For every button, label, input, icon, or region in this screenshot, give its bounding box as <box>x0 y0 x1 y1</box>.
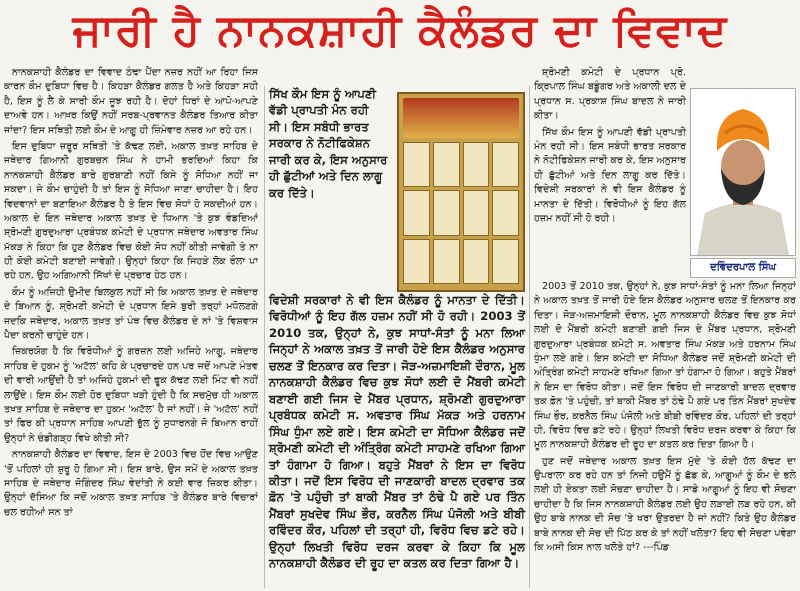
calendar-grid-graphic <box>403 142 519 284</box>
headline: ਜਾਰੀ ਹੈ ਨਾਨਕਸ਼ਾਹੀ ਕੈਲੰਡਰ ਦਾ ਵਿਵਾਦ <box>72 4 728 56</box>
calendar-header-graphic <box>403 98 519 138</box>
calendar-image <box>397 92 525 292</box>
paragraph: ਸਿੱਖ ਕੌਮ ਇਸ ਨੂੰ ਆਪਣੀ ਵੱਡੀ ਪ੍ਰਾਪਤੀ ਮੰਨ ਰਹੀ ਸੀ। ਇਸ ਸਬੰਧੀ ਭਾਰਤ ਸਰਕਾਰ ਨੇ ਨੋਟੀਫਿਕੇਸ਼ਨ ਜਾਰੀ ਕਰ ਕੇ, ਇਸ ਅਨੁਸਾਰ ਹੀ ਛੁੱਟੀਆਂ ਅਤੇ ਦਿਨ ਲਾਗੂ ਕਰ ਦਿੱਤੇ। ਵਿਦੇਸ਼ੀ ਸਰਕਾਰਾਂ ਨੇ ਵੀ ਇਸ ਕੈਲੰਡਰ ਨੂੰ ਮਾਨਤਾ ਦੇ ਦਿੱਤੀ। ਵਿਰੋਧੀਆਂ ਨੂੰ ਇਹ ਗੱਲ ਹਜ਼ਮ ਨਹੀਂ ਸੀ ਹੋ ਰਹੀ। <box>534 126 686 224</box>
lead-text <box>269 86 391 292</box>
author-photo <box>690 88 796 256</box>
paragraph: ਇਸ ਦੁਬਿਧਾ ਜ਼ਰੂਰ ਸਥਿਤੀ 'ਤੇ ਕੱਢਣ ਲਈ, ਅਕਾਲ ਤਖ਼ਤ ਸਾਹਿਬ ਦੇ ਜਥੇਦਾਰ ਗਿਆਨੀ ਗੁਰਬਚਨ ਸਿੰਘ ਨੇ ਹਾਮੀ ਭਰਦਿਆਂ ਕਿਹਾ ਕਿ ਨਾਨਕਸ਼ਾਹੀ ਕੈਲੰਡਰ ਬਾਰੇ ਗੁਰਬਾਣੀ ਨਹੀਂ ਕਿਸੇ ਨੂੰ ਸੋਧਿਆ ਨਹੀਂ ਜਾ ਸਕਦਾ। ਜੇ ਕੌਮ ਚਾਹੁੰਦੀ ਹੈ ਤਾਂ ਇਸ ਨੂੰ ਸੋਧਿਆ ਜਾਣਾ ਚਾਹੀਦਾ ਹੈ। ਇਹ ਵਿਦਵਾਨਾਂ ਦਾ ਬਣਾਇਆ ਕੈਲੰਡਰ ਹੈ ਤੇ ਇਸ ਵਿਚ ਸੋਧਾਂ ਹੋ ਸਕਦੀਆਂ ਹਨ। ਅਕਾਲ ਦੇ ਇਨ ਜਥੇਦਾਰ ਅਕਾਲ ਤਖ਼ਤ ਦੇ ਧਿਆਨ 'ਤੇ ਕੁਝ ਵੰਡਦਿਆਂ ਸ਼੍ਰੋਮਣੀ ਗੁਰਦੁਆਰਾ ਪ੍ਰਬੰਧਕ ਕਮੇਟੀ ਦੇ ਪ੍ਰਧਾਨ ਜਥੇਦਾਰ ਅਵਤਾਰ ਸਿੰਘ ਮੱਕੜ ਨੇ ਕਿਹਾ ਕਿ ਹੁਣ ਕੈਲੰਡਰ ਵਿਚ ਕੋਈ ਸੋਧ ਨਹੀਂ ਕੀਤੀ ਜਾਵੇਗੀ ਤੇ ਨਾ ਹੀ ਕੋਈ ਕਮੇਟੀ ਬਣਾਈ ਜਾਵੇਗੀ। ਉਨ੍ਹਾਂ ਕਿਹਾ ਕਿ ਜਿਹੜੇ ਲੋਕ ਰੌਲਾ ਪਾ ਰਹੇ ਹਨ, ਉਹ ਅਗਿਆਨੀ ਸਿੱਖਾਂ ਦੇ ਪ੍ਰਚਾਰ ਹੇਠ ਹਨ। <box>4 140 258 282</box>
paragraph: ਨਾਨਕਸ਼ਾਹੀ ਕੈਲੰਡਰ ਦਾ ਵਿਵਾਦ ਠੰਢਾ ਪੈਂਦਾ ਨਜ਼ਰ ਨਹੀਂ ਆ ਰਿਹਾ ਜਿਸ ਕਾਰਨ ਕੌਮ ਦੁਬਿਧਾ ਵਿਚ ਹੈ। ਕਿਹੜਾ ਕੈਲੰਡਰ ਗਲਤ ਹੈ ਅਤੇ ਕਿਹੜਾ ਸਹੀ ਹੈ, ਇਸ ਨੂੰ ਲੈ ਕੇ ਸਾਰੀ ਕੌਮ ਜੂਝ ਰਹੀ ਹੈ। ਦੋਹਾਂ ਧਿਰਾਂ ਦੇ ਆਪੋ-ਆਪਣੇ ਦਾਅਵੇ ਹਨ। ਆਖ਼ਰ ਕਿਉਂ ਨਹੀਂ ਸਰਬ-ਪ੍ਰਵਾਨਤ ਕੈਲੰਡਰ ਤਿਆਰ ਕੀਤਾ ਜਾਂਦਾ? ਇਸ ਸਥਿਤੀ ਲਈ ਕੌਮ ਦੇ ਆਗੂ ਹੀ ਜ਼ਿੰਮੇਵਾਰ ਨਜ਼ਰ ਆ ਰਹੇ ਹਨ। <box>4 67 258 136</box>
paragraph: ਸ਼੍ਰੋਮਣੀ ਕਮੇਟੀ ਦੇ ਪ੍ਰਧਾਨ ਪ੍ਰੋ. ਕ੍ਰਿਪਾਲ ਸਿੰਘ ਬਡੂੰਗਰ ਅਤੇ ਅਕਾਲੀ ਦਲ ਦੇ ਪ੍ਰਧਾਨ ਸ. ਪ੍ਰਕਾਸ਼ ਸਿੰਘ ਬਾਦਲ ਨੇ ਜਾਰੀ ਕੀਤਾ। <box>534 67 686 122</box>
paragraph: ਵਿਦੇਸ਼ੀ ਸਰਕਾਰਾਂ ਨੇ ਵੀ ਇਸ ਕੈਲੰਡਰ ਨੂੰ ਮਾਨਤਾ ਦੇ ਦਿੱਤੀ। ਵਿਰੋਧੀਆਂ ਨੂੰ ਇਹ ਗੱਲ ਹਜ਼ਮ ਨਹੀਂ ਸੀ ਹੋ ਰਹੀ। 2003 ਤੋਂ 2010 ਤਕ, ਉਨ੍ਹਾਂ ਨੇ, ਕੁਝ ਸਾਧਾਂ-ਸੰਤਾਂ ਨੂੰ ਮਨਾ ਲਿਆ ਜਿਨ੍ਹਾਂ ਨੇ ਅਕਾਲ ਤਖ਼ਤ ਤੋਂ ਜਾਰੀ ਹੋਏ ਇਸ ਕੈਲੰਡਰ ਅਨੁਸਾਰ ਚਲਣ ਤੋਂ ਇਨਕਾਰ ਕਰ ਦਿਤਾ। ਜੋੜ-ਅਜ਼ਮਾਇਸ਼ੀ ਦੌਰਾਨ, ਮੂਲ ਨਾਨਕਸ਼ਾਹੀ ਕੈਲੰਡਰ ਵਿਚ ਕੁਝ ਸੋਧਾਂ ਲਈ ਦੋ ਮੈਂਬਰੀ ਕਮੇਟੀ ਬਣਾਈ ਗਈ ਜਿਸ ਦੇ ਮੈਂਬਰ ਪ੍ਰਧਾਨ, ਸ਼੍ਰੋਮਣੀ ਗੁਰਦੁਆਰਾ ਪ੍ਰਬੰਧਕ ਕਮੇਟੀ ਸ. ਅਵਤਾਰ ਸਿੰਘ ਮੱਕੜ ਅਤੇ ਹਰਨਾਮ ਸਿੰਘ ਧੁੰਮਾ ਲਏ ਗਏ। ਇਸ ਕਮੇਟੀ ਦਾ ਸੋਧਿਆ ਕੈਲੰਡਰ ਜਦੋਂ ਸ਼੍ਰੋਮਣੀ ਕਮੇਟੀ ਦੀ ਅੰਤ੍ਰਿੰਗ ਕਮੇਟੀ ਸਾਹਮਣੇ ਰਖਿਆ ਗਿਆ ਤਾਂ ਹੰਗਾਮਾ ਹੋ ਗਿਆ। ਬਹੁਤੇ ਮੈਂਬਰਾਂ ਨੇ ਇਸ ਦਾ ਵਿਰੋਧ ਕੀਤਾ। ਜਦੋਂ ਇਸ ਵਿਰੋਧ ਦੀ ਜਾਣਕਾਰੀ ਬਾਦਲ ਦ੍ਰਵਾਰ ਤਕ ਫ਼ੋਨ 'ਤੇ ਪਹੁੰਚੀ ਤਾਂ ਬਾਕੀ ਮੈਂਬਰ ਤਾਂ ਠੰਢੇ ਪੈ ਗਏ ਪਰ ਤਿੰਨ ਮੈਂਬਰਾਂ ਸੁਖਦੇਵ ਸਿੰਘ ਭੌਰ, ਕਰਨੈਲ ਸਿੰਘ ਪੰਜੋਲੀ ਅਤੇ ਬੀਬੀ ਰਵਿੰਦਰ ਕੌਰ, ਪਹਿਲਾਂ ਦੀ ਤਰ੍ਹਾਂ ਹੀ, ਵਿਰੋਧ ਵਿਚ ਡਟੇ ਰਹੇ। ਉਨ੍ਹਾਂ ਲਿਖਤੀ ਵਿਰੋਧ ਦਰਜ ਕਰਵਾ ਕੇ ਕਿਹਾ ਕਿ ਮੂਲ ਨਾਨਕਸ਼ਾਹੀ ਕੈਲੰਡਰ ਦੀ ਰੂਹ ਦਾ ਕਤਲ ਕਰ ਦਿਤਾ ਗਿਆ ਹੈ। <box>269 293 525 571</box>
paragraph: ਨਾਨਕਸ਼ਾਹੀ ਕੈਲੰਡਰ ਦਾ ਵਿਵਾਦ, ਇਸ ਦੇ 2003 ਵਿਚ ਹੋਂਦ ਵਿਚ ਆਉਣ 'ਤੋਂ ਪਹਿਲਾਂ ਹੀ ਸ਼ੁਰੂ ਹੋ ਗਿਆ ਸੀ। ਇਸ ਬਾਰੇ, ਉਸ ਸਮੇਂ ਦੇ ਅਕਾਲ ਤਖ਼ਤ ਸਾਹਿਬ ਦੇ ਜਥੇਦਾਰ ਜੋਗਿੰਦਰ ਸਿੰਘ ਵੇਦਾਂਤੀ ਨੇ ਕਈ ਵਾਰ ਜ਼ਿਕਰ ਕੀਤਾ। ਉਨ੍ਹਾਂ ਦੱਸਿਆ ਕਿ ਜਦੋਂ ਅਕਾਲ ਤਖ਼ਤ ਸਾਹਿਬ 'ਤੇ ਕੈਲੰਡਰ ਬਾਰੇ ਵਿਚਾਰਾਂ ਚਲ ਰਹੀਆਂ ਸਨ ਤਾਂ <box>4 449 258 518</box>
article-column-3-top <box>534 66 686 278</box>
paragraph: ਹੁਣ ਜਦੋਂ ਜਥੇਦਾਰ ਅਕਾਲ ਤਖ਼ਤ ਇਸ ਮੁੱਦੇ 'ਤੇ ਕੋਈ ਹੱਲ ਕੱਢਣ ਦਾ ਉਪਰਾਲਾ ਕਰ ਰਹੇ ਹਨ ਤਾਂ ਨਿਜੀ ਹਉਮੈਂ ਨੂੰ ਛੱਡ ਕੇ, ਆਗੂਆਂ ਨੂੰ ਕੌਮ ਦੇ ਭਲੇ ਲਈ ਹੀ ਏਕਤਾ ਲਈ ਸੋਚਣਾ ਚਾਹੀਦਾ ਹੈ। ਸਾਡੇ ਆਗੂਆਂ ਨੂੰ ਇਹ ਵੀ ਸੋਚਣਾ ਚਾਹੀਦਾ ਹੈ ਕਿ ਜਿਸ ਨਾਨਕਸ਼ਾਹੀ ਕੈਲੰਡਰ ਲਈ ਉਹ ਲੜਾਈ ਲੜ ਰਹੇ ਹਨ, ਕੀ ਉਹ ਬਾਬੇ ਨਾਨਕ ਦੀ ਸੋਚ 'ਤੇ ਖਰਾ ਉਤਰਦਾ ਹੈ ਜਾਂ ਨਹੀਂ? ਕਿਤੇ ਉਹ ਕੈਲੰਡਰ ਬਾਬੇ ਨਾਨਕ ਦੀ ਸੋਚ ਦੀ ਪਿੱਠ ਕਰ ਕੇ ਤਾਂ ਨਹੀਂ ਖਲੋਤਾ? ਇਹ ਵੀ ਸੋਚਣਾ ਪਵੇਗਾ ਕਿ ਅਸੀ ਕਿਸ ਨਾਲ ਖਲੋਤੇ ਹਾਂ? ---ਪਿੰਡ <box>534 455 796 554</box>
paragraph: 2003 ਤੋਂ 2010 ਤਕ, ਉਨ੍ਹਾਂ ਨੇ, ਕੁਝ ਸਾਧਾਂ-ਸੰਤਾਂ ਨੂੰ ਮਨਾ ਲਿਆ ਜਿਨ੍ਹਾਂ ਨੇ ਅਕਾਲ ਤਖ਼ਤ ਤੋਂ ਜਾਰੀ ਹੋਏ ਇਸ ਕੈਲੰਡਰ ਅਨੁਸਾਰ ਚਲਣ ਤੋਂ ਇਨਕਾਰ ਕਰ ਦਿਤਾ। ਜੋੜ-ਅਜ਼ਮਾਇਸ਼ੀ ਦੌਰਾਨ, ਮੂਲ ਨਾਨਕਸ਼ਾਹੀ ਕੈਲੰਡਰ ਵਿਚ ਕੁਝ ਸੋਧਾਂ ਲਈ ਦੋ ਮੈਂਬਰੀ ਕਮੇਟੀ ਬਣਾਈ ਗਈ ਜਿਸ ਦੇ ਮੈਂਬਰ ਪ੍ਰਧਾਨ, ਸ਼੍ਰੋਮਣੀ ਗੁਰਦੁਆਰਾ ਪ੍ਰਬੰਧਕ ਕਮੇਟੀ ਸ. ਅਵਤਾਰ ਸਿੰਘ ਮੱਕੜ ਅਤੇ ਹਰਨਾਮ ਸਿੰਘ ਧੁੰਮਾ ਲਏ ਗਏ। ਇਸ ਕਮੇਟੀ ਦਾ ਸੋਧਿਆ ਕੈਲੰਡਰ ਜਦੋਂ ਸ਼੍ਰੋਮਣੀ ਕਮੇਟੀ ਦੀ ਅੰਤ੍ਰਿੰਗ ਕਮੇਟੀ ਸਾਹਮਣੇ ਰਖਿਆ ਗਿਆ ਤਾਂ ਹੰਗਾਮਾ ਹੋ ਗਿਆ। ਬਹੁਤੇ ਮੈਂਬਰਾਂ ਨੇ ਇਸ ਦਾ ਵਿਰੋਧ ਕੀਤਾ। ਜਦੋਂ ਇਸ ਵਿਰੋਧ ਦੀ ਜਾਣਕਾਰੀ ਬਾਦਲ ਦ੍ਰਵਾਰ ਤਕ ਫ਼ੋਨ 'ਤੇ ਪਹੁੰਚੀ, ਤਾਂ ਬਾਕੀ ਮੈਂਬਰ ਤਾਂ ਠੰਢੇ ਪੈ ਗਏ ਪਰ ਤਿੰਨ ਮੈਂਬਰਾਂ ਸੁਖਦੇਵ ਸਿੰਘ ਭੌਰ, ਕਰਨੈਲ ਸਿੰਘ ਪੰਜੋਲੀ ਅਤੇ ਬੀਬੀ ਰਵਿੰਦਰ ਕੌਰ, ਪਹਿਲਾਂ ਦੀ ਤਰ੍ਹਾਂ ਹੀ, ਵਿਰੋਧ ਵਿਚ ਡਟੇ ਰਹੇ। ਉਨ੍ਹਾਂ ਲਿਖਤੀ ਵਿਰੋਧ ਦਰਜ ਕਰਵਾ ਕੇ ਕਿਹਾ ਕਿ ਮੂਲ ਨਾਨਕਸ਼ਾਹੀ ਕੈਲੰਡਰ ਦੀ ਰੂਹ ਦਾ ਕਤਲ ਕਰ ਦਿਤਾ ਗਿਆ ਹੈ। <box>534 281 796 451</box>
paragraph: ਕੌਮ ਨੂੰ ਅਜਿਹੀ ਉਮੀਦ ਬਿਲਕੁਲ ਨਹੀਂ ਸੀ ਕਿ ਅਕਾਲ ਤਖ਼ਤ ਦੇ ਜਥੇਦਾਰ ਦੇ ਬਿਆਨ ਨੂੰ, ਸ਼੍ਰੋਮਣੀ ਕਮੇਟੀ ਦੇ ਪ੍ਰਧਾਨ ਇਸੇ ਬੁਰੀ ਤਰ੍ਹਾਂ ਮਧੋਲਣਗੇ ਜਦਕਿ ਜਥੇਦਾਰ, ਅਕਾਲ ਤਖ਼ਤ ਤਾਂ ਪੰਥ ਵਿਚ ਕੈਲੰਡਰ ਦੇ ਨਾਂ 'ਤੇ ਵਿਸ਼ਵਾਸ ਪੈਦਾ ਕਰਨੀ ਚਾਹੁੰਦੇ ਹਨ। <box>4 286 258 342</box>
article-column-3-bottom <box>534 280 796 588</box>
author-portrait-icon <box>691 89 795 255</box>
paragraph: ਸਿੱਖ ਕੌਮ ਇਸ ਨੂੰ ਆਪਣੀ ਵੱਡੀ ਪ੍ਰਾਪਤੀ ਮੰਨ ਰਹੀ ਸੀ। ਇਸ ਸਬੰਧੀ ਭਾਰਤ ਸਰਕਾਰ ਨੇ ਨੋਟੀਫਿਕੇਸ਼ਨ ਜਾਰੀ ਕਰ ਕੇ, ਇਸ ਅਨੁਸਾਰ ਹੀ ਛੁੱਟੀਆਂ ਅਤੇ ਦਿਨ ਲਾਗੂ ਕਰ ਦਿੱਤੇ। <box>269 87 388 200</box>
paragraph: ਜ਼ਿਕਰਯੋਗ ਹੈ ਕਿ ਵਿਰੋਧੀਆਂ ਨੂੰ ਗਰਜ਼ਨ ਲਈ ਅਜਿਹੇ ਆਗੂ, ਜਥੇਦਾਰ ਸਾਹਿਬ ਦੇ ਹੁਕਮ ਨੂੰ 'ਅਟੱਲ' ਕਹਿ ਕੇ ਪ੍ਰਚਾਰਦੇ ਹਨ ਪਰ ਜਦੋਂ ਆਪਣੇ ਮੰਤਵ ਦੀ ਵਾਰੀ ਆਉਂਦੀ ਹੈ ਤਾਂ ਅਜਿਹੇ ਹੁਕਮਾਂ ਦੀ ਫੂਕ ਕੱਢਣ ਲਈ ਮਿੰਟ ਵੀ ਨਹੀਂ ਲਾਉਂਦੇ। ਇਸ ਕੌਮ ਲਈ ਹੋਰ ਦੁਬਿਧਾ ਖੜੀ ਹੁੰਦੀ ਹੈ ਕਿ ਸਚਮੁੱਚ ਹੀ ਅਕਾਲ ਤਖ਼ਤ ਸਾਹਿਬ ਦੇ ਜਥੇਦਾਰ ਦਾ ਹੁਕਮ 'ਅਟੱਲ' ਹੈ ਜਾਂ ਨਹੀਂ। ਜੇ 'ਅਟੱਲ' ਨਹੀਂ ਤਾਂ ਫਿਰ ਕੀ ਪ੍ਰਧਾਨ ਸਾਹਿਬ ਆਪਣੀ ਭੁੱਲ ਨੂੰ ਸੁਧਾਰਨਗੇ ਜੋ ਬਿਆਨ ਰਾਹੀਂ ਉਨ੍ਹਾਂ ਨੇ ਚੰਡੀਗੜ੍ਹ ਵਿਖੇ ਕੀਤੀ ਸੀ? <box>4 346 258 444</box>
photo-caption: ਦਵਿੰਦਰਪਾਲ ਸਿੰਘ <box>690 258 796 278</box>
article-column-1 <box>4 66 258 588</box>
article-column-highlight <box>264 86 530 588</box>
